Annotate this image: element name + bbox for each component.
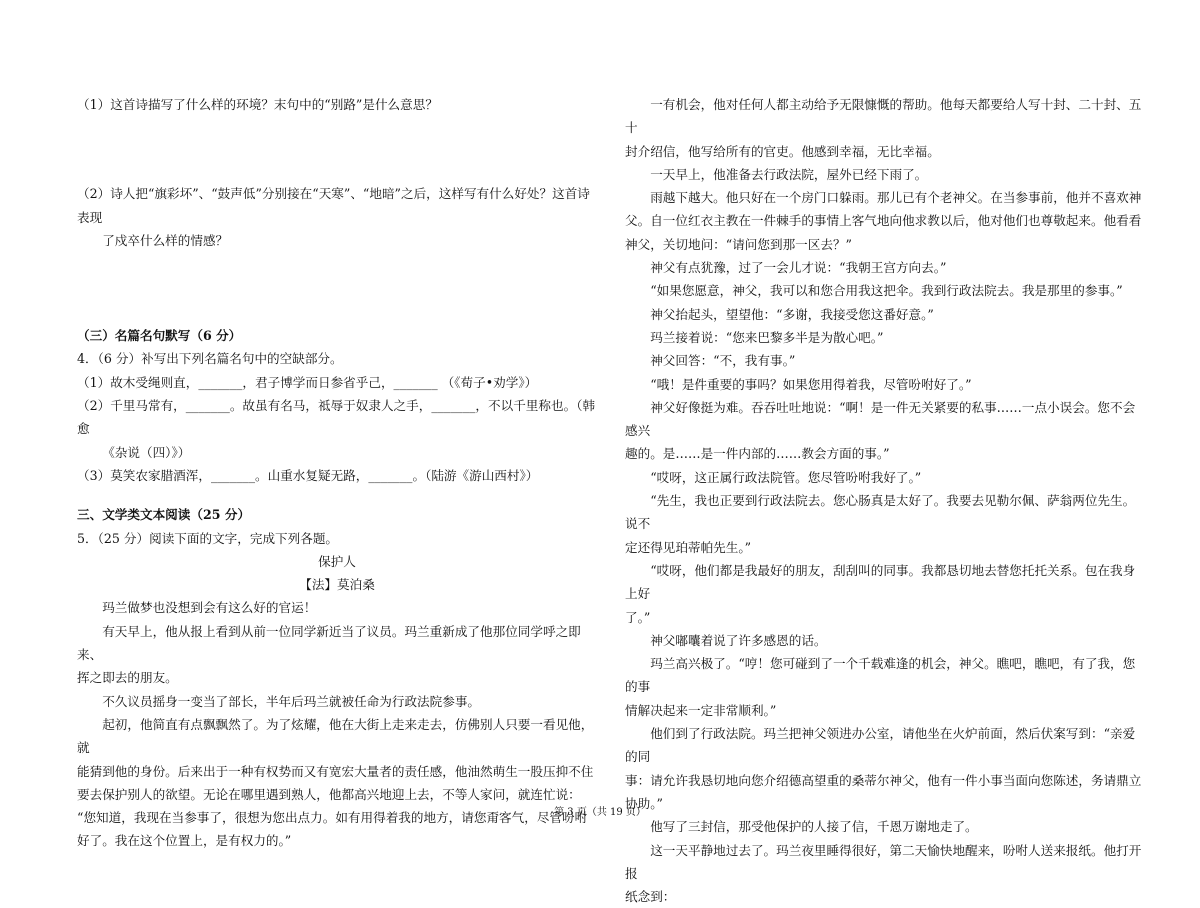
story-paragraph: “您知道，我现在当参事了，很想为您出点力。如有用得着我的地方，请您甭客气，尽管吩咐 [77, 810, 588, 826]
story-line: 神父嘟囔着说了许多感恩的话。 [650, 632, 827, 648]
story-paragraph: 玛兰做梦也没想到会有这么好的官运！ [102, 600, 317, 616]
story-line: 一有机会，他对任何人都主动给予无限慷慨的帮助。他每天都要给人写十封、二十封、五十 [625, 97, 1142, 136]
story-paragraph: 要去保护别人的欲望。无论在哪里遇到熟人，他都高兴地迎上去，不等人家问，就连忙说： [77, 786, 581, 802]
story-paragraph: 起初，他简直有点飘飘然了。为了炫耀，他在大街上走来走去，仿佛别人只要一看见他，就 [77, 716, 594, 756]
story-line: “如果您愿意，神父，我可以和您合用我这把伞。我到行政法院去。我是那里的参事。” [650, 283, 1123, 299]
story-author: 【法】莫泊桑 [299, 577, 375, 593]
story-line: 纸念到： [625, 889, 676, 905]
story-title: 保护人 [318, 553, 356, 569]
story-line: 封介绍信，他写给所有的官吏。他感到幸福，无比幸福。 [625, 143, 940, 159]
page-footer: 第 3 页（共 19 页） [554, 807, 646, 818]
story-line: 神父好像挺为难。吞吞吐吐地说：“啊！是一件无关紧要的私事……一点小误会。您不会感兴 [625, 399, 1136, 439]
right-column [625, 93, 1147, 908]
story-line: 神父，关切地问：“请问您到那一区去？” [625, 236, 852, 252]
question-4-item-3: （3）莫笑农家腊酒浑，_______。山重水复疑无路，_______。（陆游《游山西村》） [77, 467, 539, 483]
story-line: 趣的。是……是一件内部的……教会方面的事。” [625, 446, 890, 462]
story-line: 情解决起来一定非常顺利。” [625, 702, 777, 718]
question-1: （1）这首诗描写了什么样的环境？末句中的“别路”是什么意思？ [77, 97, 438, 112]
story-line: “哎呀，他们都是我最好的朋友，刮刮叫的同事。我都恳切地去替您托托关系。包在我身上好 [625, 562, 1136, 602]
story-line: 一天早上，他准备去行政法院，屋外已经下雨了。 [650, 166, 928, 182]
story-line: 神父抬起头，望望他：“多谢，我接受您这番好意。” [650, 306, 934, 322]
story-line: 定还得见珀蒂帕先生。” [625, 539, 752, 555]
story-line: 他写了三封信，那受他保护的人接了信，千恩万谢地走了。 [650, 819, 978, 835]
question-5: 5．（25 分）阅读下面的文字，完成下列各题。 [77, 530, 339, 546]
story-line: “哦！是件重要的事吗？如果您用得着我，尽管吩咐好了。” [650, 376, 972, 392]
section-heading-famous-lines: （三）名篇名句默写（6 分） [77, 328, 242, 344]
story-paragraph: 有天早上，他从报上看到从前一位同学新近当了议员。玛兰重新成了他那位同学呼之即来、 [77, 623, 581, 663]
story-line: 雨越下越大。他只好在一个房门口躲雨。那儿已有个老神父。在当参事前，他并不喜欢神 [650, 190, 1142, 206]
story-line: “先生，我也正要到行政法院去。您心肠真是太好了。我要去见勒尔佩、萨翁两位先生。说不 [625, 493, 1136, 532]
left-column [77, 93, 597, 853]
question-4-item-1: （1）故木受绳则直，_______，君子博学而日参省乎己，_______ （《荀子•劝学》） [77, 374, 538, 390]
story-line: “哎呀，这正属行政法院管。您尽管吩咐我好了。” [650, 469, 922, 485]
question-4: 4．（6 分）补写出下列名篇名句中的空缺部分。 [77, 351, 343, 367]
story-line: 他们到了行政法院。玛兰把神父领进办公室，请他坐在火炉前面，然后伏案写到：“亲爱的同 [625, 726, 1136, 765]
section-heading-literary-reading: 三、文学类文本阅读（25 分） [77, 507, 251, 523]
question-4-item-2-line-2: 《杂说（四）》） [102, 444, 191, 460]
story-paragraph: 能猜到他的身份。后来出于一种有权势而又有宽宏大量者的责任感，他油然萌生一股压抑不住 [77, 763, 594, 779]
story-line: 这一天平静地过去了。玛兰夜里睡得很好，第二天愉快地醒来，吩咐人送来报纸。他打开报 [625, 842, 1142, 881]
story-line: 协助。” [625, 795, 663, 811]
story-line: 玛兰高兴极了。“哼！您可碰到了一个千载难逢的机会，神父。瞧吧，瞧吧，有了我，您的事 [625, 656, 1136, 695]
story-paragraph: 挥之即去的朋友。 [77, 670, 178, 686]
story-paragraph: 好了。我在这个位置上，是有权力的。” [77, 833, 292, 849]
question-2-line-2: 了戍卒什么样的情感？ [102, 232, 229, 248]
question-4-item-2-line-1: （2）千里马常有，_______。故虽有名马，祗辱于奴隶人之手，_______，不以千里称也。（韩愈 [77, 398, 596, 437]
story-line: 事：请允许我恳切地向您介绍德高望重的桑蒂尔神父，他有一件小事当面向您陈述，务请鼎立 [625, 772, 1142, 788]
story-line: 玛兰接着说：“您来巴黎多半是为散心吧。” [650, 329, 884, 345]
story-line: 神父回答：“不，我有事。” [650, 353, 796, 369]
story-paragraph: 不久议员摇身一变当了部长，半年后玛兰就被任命为行政法院参事。 [102, 693, 480, 709]
story-line: 了。” [625, 609, 651, 625]
story-line: 神父有点犹豫，过了一会儿才说：“我朝王宫方向去。” [650, 260, 947, 276]
story-line: 父。自一位红衣主教在一件棘手的事情上客气地向他求教以后，他对他们也尊敬起来。他看看 [625, 213, 1142, 229]
question-2-line-1: （2）诗人把“旗彩坏”、“鼓声低”分别接在“天寒”、“地暗”之后，这样写有什么好处？这首诗表现 [77, 186, 590, 225]
